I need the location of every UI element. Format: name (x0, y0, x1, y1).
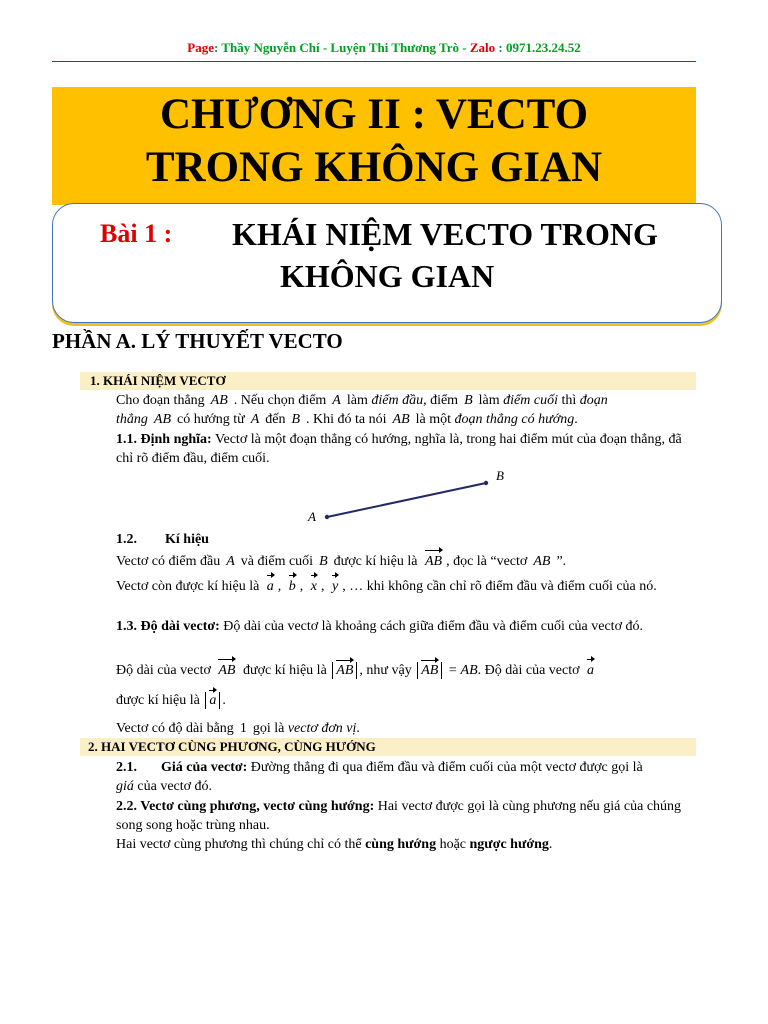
intro-paragraph: Cho đoạn thẳng AB . Nếu chọn điểm A làm điểm đầu, điểm B làm điểm cuối thì đoạn thẳng AB có hướng từ A đến B . Khi đó ta nói AB là một đoạn thẳng có hướng. (116, 393, 608, 427)
section2-heading: 2. HAI VECTƠ CÙNG PHƯƠNG, CÙNG HƯỚNG (80, 738, 696, 756)
gia-paragraph: 2.1. Giá của vectơ: Đường thẳng đi qua điểm đầu và điểm cuối của một vectơ được gọi là giá của vectơ đó. (116, 760, 643, 794)
zalo-label: Zalo (469, 40, 496, 55)
length-label: 1.3. Độ dài vectơ: (116, 619, 220, 634)
length-paragraph: 1.3. Độ dài vectơ: Độ dài của vectơ là khoảng cách giữa điểm đầu và điểm cuối của vectơ đó. (116, 619, 643, 634)
lesson-title (232, 213, 702, 297)
kihieu-heading: 1.2. Kí hiệu (116, 532, 209, 547)
lesson-title-line1: KHÁI NIỆM VECTO TRONG (232, 216, 658, 252)
kihieu-line1: Vectơ có điểm đầu A và điểm cuối B được kí hiệu là AB , đọc là “vectơ AB ”. (116, 554, 567, 569)
label-b: B (496, 468, 504, 483)
page-header (0, 40, 768, 56)
part-a-heading: PHẦN A. LÝ THUYẾT VECTO (52, 329, 343, 353)
page-label: Page (187, 40, 214, 55)
vector-ab-line (327, 483, 486, 517)
zalo-number: : 0971.23.24.52 (495, 40, 581, 55)
label-a: A (308, 509, 316, 524)
lesson-title-line2: KHÔNG GIAN (280, 258, 495, 294)
chapter-title-line2: TRONG KHÔNG GIAN (145, 144, 603, 191)
cung-phuong-label: 2.2. Vectơ cùng phương, vectơ cùng hướng: (116, 799, 375, 814)
point-b (484, 481, 488, 485)
vector-figure (300, 462, 520, 526)
cung-phuong-paragraph: 2.2. Vectơ cùng phương, vectơ cùng hướng: Hai vectơ được gọi là cùng phương nếu giá của chúng song song hoặc trùng nhau. (116, 799, 682, 833)
definition-label: 1.1. Định nghĩa: (116, 432, 212, 447)
header-text: : Thầy Nguyễn Chí - Luyện Thi Thương Trò - (214, 40, 470, 55)
length-line3: được kí hiệu là a . (116, 693, 226, 708)
chapter-title (52, 88, 696, 194)
unit-vector-line: Vectơ có độ dài bằng 1 gọi là vectơ đơn vị. (116, 721, 360, 736)
length-line2: Độ dài của vectơ AB được kí hiệu là AB , như vậy AB = AB. Độ dài của vectơ a (116, 663, 595, 678)
point-a (325, 515, 329, 519)
cung-huong-line: Hai vectơ cùng phương thì chúng chỉ có thể cùng hướng hoặc ngược hướng. (116, 837, 553, 852)
kihieu-line2: Vectơ còn được kí hiệu là a , b , x , y , … khi không cần chỉ rõ điểm đầu và điểm cuối của nó. (116, 579, 657, 594)
header-divider (52, 61, 696, 62)
section1-heading: 1. KHÁI NIỆM VECTƠ (80, 372, 696, 390)
chapter-title-line1: CHƯƠNG II : VECTO (159, 91, 589, 138)
lesson-number: Bài 1 : (100, 219, 173, 248)
definition-paragraph: 1.1. Định nghĩa: Vectơ là một đoạn thẳng có hướng, nghĩa là, trong hai điểm mút của đoạn thẳng, đã chỉ rõ điểm đầu, điểm cuối. (116, 432, 682, 466)
